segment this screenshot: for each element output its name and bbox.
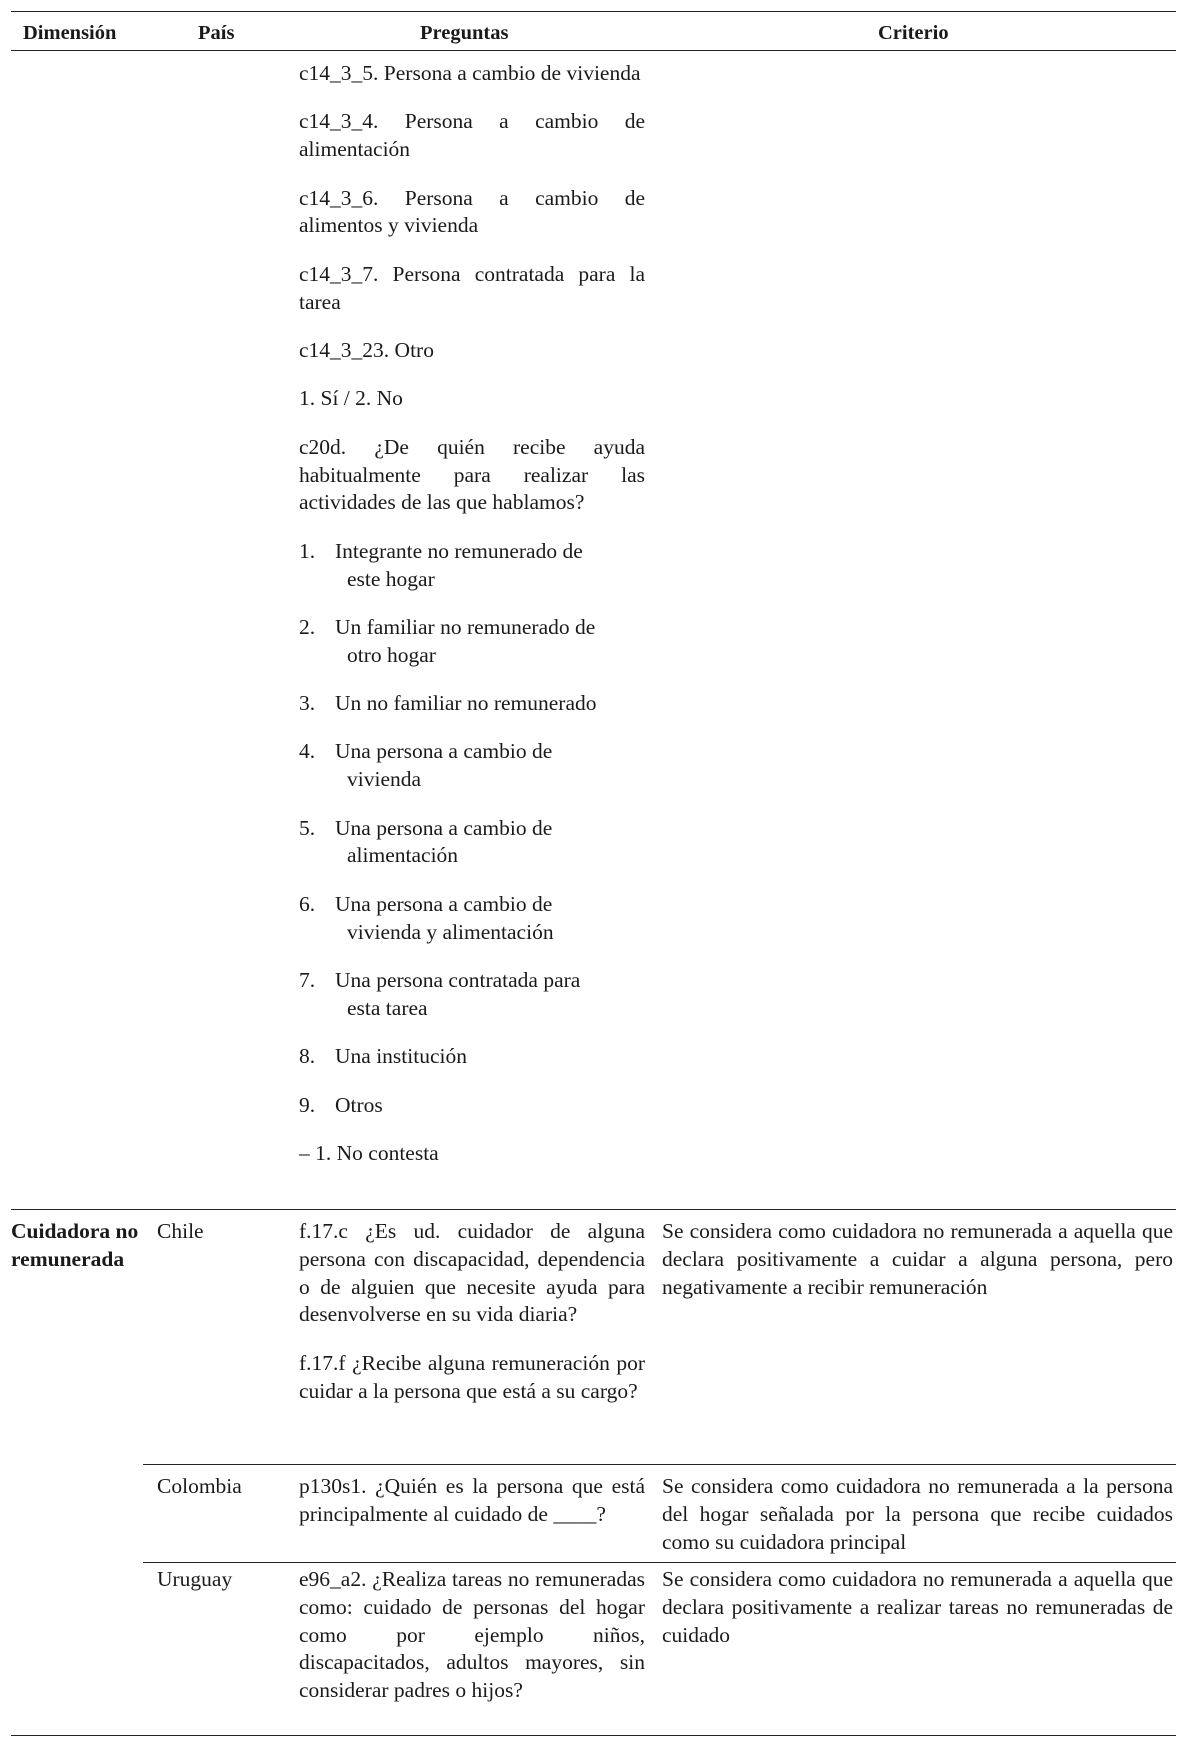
option-number: 9. [299,1092,316,1117]
option-number: 4. [299,739,316,764]
option-text-continued: este hogar [347,566,435,591]
row-rule [11,1209,1176,1210]
answer-option [299,538,645,594]
bottom-rule [11,1735,1176,1736]
answer-option [299,815,645,871]
country-uruguay: Uruguay [157,1567,233,1591]
question-colombia: p130s1. ¿Quién es la persona que está principalmente al cuidado de ____? [299,1474,645,1526]
option-text: Una persona a cambio de [335,739,553,764]
dimension-label: Cuidadora no remunerada [11,1219,139,1271]
question-para: c14_3_4. Persona a cambio de alimentación [299,109,645,162]
option-number: 1. [299,538,316,563]
question-para: c20d. ¿De quién recibe ayuda habitualmente para realizar las actividades de las que hablamos? [299,434,645,515]
header-questions: Preguntas [420,22,509,44]
option-text: Una institución [335,1044,467,1069]
row-rule [143,1464,1176,1465]
question-para: c14_3_7. Persona contratada para la tarea [299,261,645,314]
question-para: c14_3_5. Persona a cambio de vivienda [299,61,641,85]
question-chile [299,1218,645,1426]
answer-option [299,614,645,670]
option-number: 3. [299,691,316,716]
option-number: 5. [299,815,316,840]
question-para: c14_3_6. Persona a cambio de alimentos y vivienda [299,185,645,238]
answer-option [299,1092,645,1120]
option-number: 8. [299,1044,316,1069]
question-para: f.17.f ¿Recibe alguna remuneración por cuidar a la persona que está a su cargo? [299,1350,645,1403]
top-rule [11,11,1176,12]
option-text: Un familiar no remunerado de [335,614,596,639]
header-rule [11,50,1176,51]
option-number: 2. [299,614,316,639]
criterion-chile: Se considera como cuidadora no remunerada a aquella que declara positivamente a cuidar a alguna persona, pero negativamente a recibir remuneración [662,1219,1173,1299]
country-chile: Chile [157,1219,204,1243]
question-para: – 1. No contesta [299,1141,439,1166]
answer-option [299,891,645,947]
option-text-continued: vivienda y alimentación [347,919,554,944]
header-dimension: Dimensión [23,22,117,44]
option-text-continued: otro hogar [347,642,436,667]
option-text: Otros [335,1092,383,1117]
row-rule [143,1562,1176,1563]
option-text: Una persona contratada para [335,968,581,993]
criterion-uruguay: Se considera como cuidadora no remunerada a aquella que declara positivamente a realizar tareas no remuneradas de cuidado [662,1567,1173,1647]
option-text: Una persona a cambio de [335,891,553,916]
question-para: c14_3_23. Otro [299,337,434,362]
header-country: País [198,22,235,44]
header-criterion: Criterio [878,22,949,44]
criterion-colombia: Se considera como cuidadora no remunerada a la persona del hogar señalada por la persona que recibe cuidados como su cuidadora principal [662,1474,1173,1554]
question-para: 1. Sí / 2. No [299,386,403,411]
answer-option [299,690,645,718]
continuation-questions [299,60,645,1188]
option-number: 6. [299,891,316,916]
option-text-continued: esta tarea [347,995,428,1020]
question-uruguay: e96_a2. ¿Realiza tareas no remuneradas como: cuidado de personas del hogar como por ejemplo niños, discapacitados, adultos mayores, sin considerar padres o hijos? [299,1567,645,1703]
option-text: Integrante no remunerado de [335,538,583,563]
option-text-continued: alimentación [347,843,459,868]
option-text: Un no familiar no remunerado [335,691,597,716]
answer-option [299,738,645,794]
country-colombia: Colombia [157,1474,242,1498]
option-text-continued: vivienda [347,767,422,792]
answer-option [299,967,645,1023]
answer-option [299,1043,645,1071]
option-number: 7. [299,968,316,993]
option-text: Una persona a cambio de [335,815,553,840]
question-para: f.17.c ¿Es ud. cuidador de alguna persona con discapacidad, dependencia o de alguien que necesite ayuda para desenvolverse en su vida diaria? [299,1219,645,1327]
